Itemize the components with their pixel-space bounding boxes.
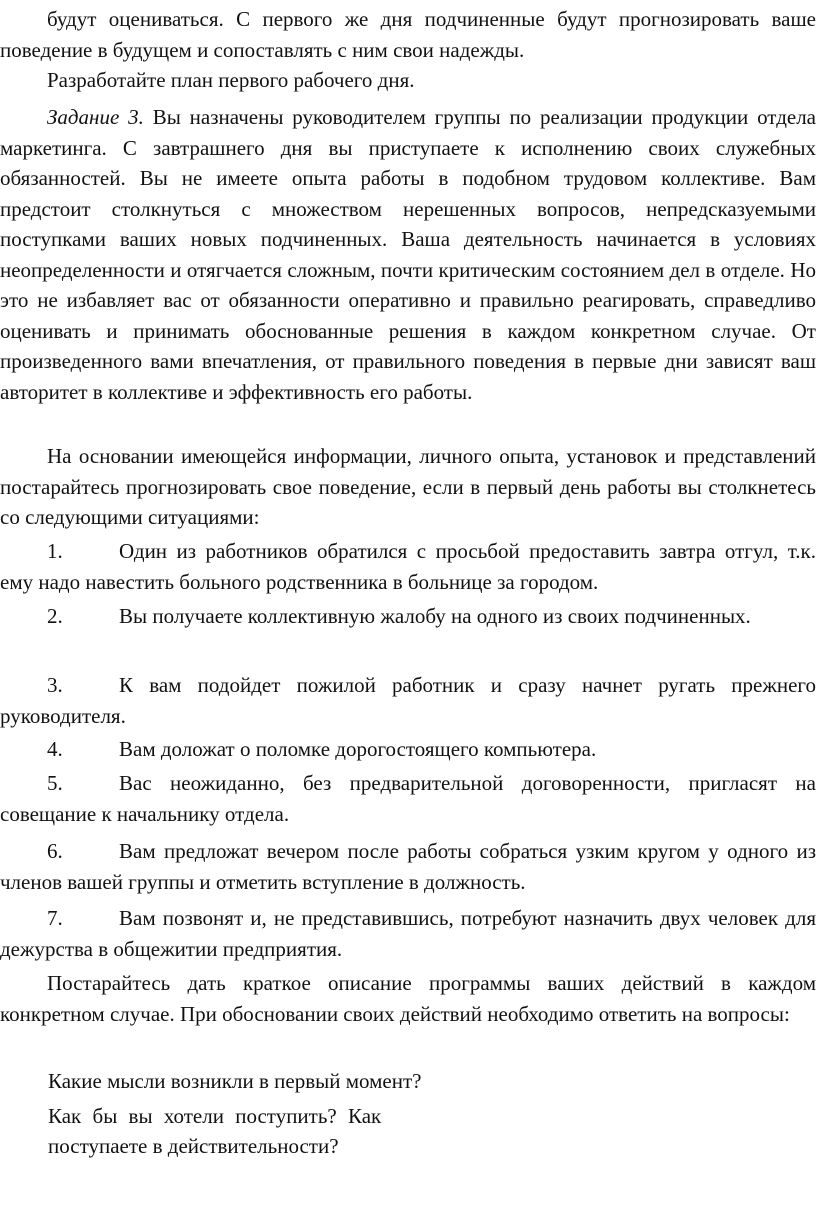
plan-paragraph: Разработайте план первого рабочего дня. <box>47 68 415 92</box>
intro-paragraph: будут оцениваться. С первого же дня подчиненные будут прогнозировать ваше поведение в будущем и сопоставлять с ним свои надежды. <box>0 7 816 62</box>
question-1: Какие мысли возникли в первый момент? <box>48 1069 422 1093</box>
situation-item-3 <box>0 670 816 731</box>
basis-paragraph: На основании имеющейся информации, личного опыта, установок и представлений постарайтесь прогнозировать свое поведение, если в первый день работы вы столкнетесь со следующими ситуациями: <box>0 444 816 529</box>
question-2: Как бы вы хотели поступить? Как <box>48 1104 382 1128</box>
situation-text: Вам доложат о поломке дорогостоящего компьютера. <box>119 737 597 761</box>
situation-item-6 <box>0 836 816 897</box>
situation-text: К вам подойдет пожилой работник и сразу начнет ругать прежнего руководителя. <box>0 673 816 728</box>
situation-text: Вы получаете коллективную жалобу на одного из своих подчиненных. <box>119 604 751 628</box>
task-text: Вы назначены руководителем группы по реализации продукции отдела маркетинга. С завтрашнего дня вы приступаете к исполнению своих служебных обязанностей. Вы не имеете опыта работы в подобном трудовом коллективе. Вам предстоит столкнуться с множеством нерешенных вопросов, непредсказуемыми поступками ваших новых подчиненных. Ваша деятельность начинается в условиях неопределенности и отягчается сложным, почти критическим состоянием дел в отделе. Но это не избавляет вас от обязанности оперативно и правильно реагировать, справедливо оценивать и принимать обоснованные решения в каждом конкретном случае. От произведенного вами впечатления, от правильного поведения в первые дни зависят ваш авторитет в коллективе и эффективность его работы. <box>0 105 816 404</box>
situation-item-2 <box>0 601 816 632</box>
situation-text: Вам позвонят и, не представившись, потребуют назначить двух человек для дежурства в общежитии предприятия. <box>0 906 816 961</box>
situation-number: 2. <box>47 604 63 628</box>
situation-text: Один из работников обратился с просьбой предоставить завтра отгул, т.к. ему надо навестить больного родственника в больнице за городом. <box>0 539 816 594</box>
situation-item-5 <box>0 768 816 829</box>
situation-number: 1. <box>47 539 63 563</box>
situation-number: 7. <box>47 906 63 930</box>
situation-item-7 <box>0 903 816 964</box>
situation-number: 5. <box>47 771 63 795</box>
task-paragraph <box>0 102 816 407</box>
situation-text: Вам предложат вечером после работы собраться узким кругом у одного из членов вашей группы и отметить вступление в должность. <box>0 839 816 894</box>
situation-item-1 <box>0 536 816 597</box>
question-3: поступаете в действительности? <box>48 1134 339 1158</box>
situation-number: 6. <box>47 839 63 863</box>
program-paragraph: Постарайтесь дать краткое описание программы ваших действий в каждом конкретном случае. При обосновании своих действий необходимо ответить на вопросы: <box>0 971 816 1026</box>
situation-number: 4. <box>47 737 63 761</box>
situation-number: 3. <box>47 673 63 697</box>
task-label: Задание 3. <box>47 105 144 129</box>
situation-text: Вас неожиданно, без предварительной договоренности, пригласят на совещание к начальнику отдела. <box>0 771 816 826</box>
situation-item-4 <box>0 734 816 765</box>
